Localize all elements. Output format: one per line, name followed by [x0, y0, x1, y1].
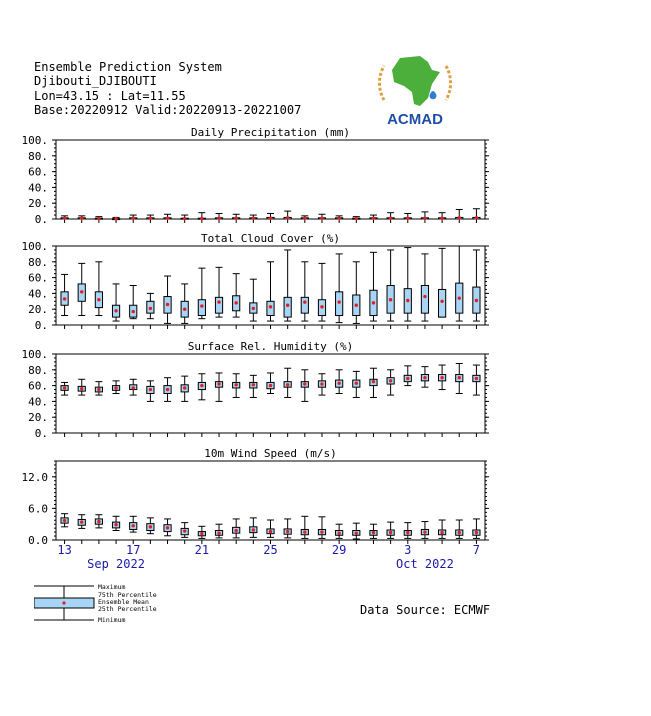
y-tick-label: 60. [28, 165, 48, 179]
mean-marker [337, 531, 340, 534]
x-tick-label: 17 [125, 543, 141, 557]
mean-marker [114, 523, 117, 526]
mean-marker [423, 217, 426, 220]
mean-marker [355, 304, 358, 307]
iqr-box [439, 289, 446, 317]
mean-marker [252, 528, 255, 531]
mean-marker [389, 217, 392, 220]
x-tick-label: 13 [57, 543, 72, 557]
mean-marker [440, 300, 443, 303]
mean-marker [389, 379, 392, 382]
mean-marker [475, 216, 478, 219]
mean-marker [337, 382, 340, 385]
mean-marker [440, 376, 443, 379]
mean-marker [286, 530, 289, 533]
mean-marker [234, 217, 237, 220]
mean-marker [114, 309, 117, 312]
legend-label-mean: Ensemble Mean [98, 598, 149, 606]
mean-marker [166, 526, 169, 529]
mean-marker [303, 530, 306, 533]
mean-marker [132, 310, 135, 313]
mean-marker [286, 304, 289, 307]
header-line-4: Base:20220912 Valid:20220913-20221007 [34, 103, 302, 117]
mean-marker [406, 531, 409, 534]
mean-marker [166, 388, 169, 391]
mean-marker [389, 298, 392, 301]
acmad-logo-text: ACMAD [387, 111, 443, 128]
mean-marker [269, 384, 272, 387]
mean-marker [286, 216, 289, 219]
y-tick-label: 80. [28, 255, 48, 269]
mean-marker [355, 382, 358, 385]
iqr-box [215, 297, 222, 313]
y-tick-label: 100. [21, 240, 48, 253]
mean-marker [440, 217, 443, 220]
mean-marker [423, 530, 426, 533]
mean-marker [97, 520, 100, 523]
mean-marker [80, 520, 83, 523]
y-tick-label: 20. [28, 303, 48, 317]
mean-marker [149, 307, 152, 310]
mean-marker [217, 531, 220, 534]
mean-marker [355, 217, 358, 220]
mean-marker [389, 531, 392, 534]
mean-marker [440, 531, 443, 534]
mean-marker [132, 524, 135, 527]
y-tick-label: 20. [28, 197, 48, 211]
mean-marker [80, 217, 83, 220]
mean-marker [303, 217, 306, 220]
y-tick-label: 40. [28, 181, 48, 195]
mean-marker [234, 529, 237, 532]
mean-marker [63, 217, 66, 220]
data-source: Data Source: ECMWF [360, 603, 491, 617]
mean-marker [97, 217, 100, 220]
y-tick-label: 0. [34, 427, 48, 440]
mean-marker [269, 530, 272, 533]
mean-marker [63, 297, 66, 300]
legend-label-q1: 25th Percentile [98, 605, 157, 613]
y-tick-label: 80. [28, 149, 48, 163]
mean-marker [458, 296, 461, 299]
mean-marker [200, 384, 203, 387]
mean-marker [269, 217, 272, 220]
mean-marker [63, 386, 66, 389]
y-tick-label: 40. [28, 395, 48, 409]
mean-marker [252, 307, 255, 310]
mean-marker [286, 383, 289, 386]
month-label: Oct 2022 [396, 557, 454, 571]
x-tick-label: 3 [404, 543, 412, 557]
mean-marker [166, 217, 169, 220]
mean-marker [303, 382, 306, 385]
iqr-box [421, 286, 428, 314]
mean-marker [458, 376, 461, 379]
mean-marker [200, 217, 203, 220]
mean-marker [97, 388, 100, 391]
mean-marker [337, 217, 340, 220]
mean-marker [252, 217, 255, 220]
panel-title: Surface Rel. Humidity (%) [187, 340, 354, 353]
panel-frame [56, 140, 485, 219]
mean-marker [183, 217, 186, 220]
mean-marker [183, 529, 186, 532]
x-tick-label: 7 [472, 543, 481, 557]
mean-marker [406, 299, 409, 302]
x-tick-label: 25 [263, 543, 278, 557]
mean-marker [372, 380, 375, 383]
iqr-box [284, 297, 291, 317]
mean-marker [475, 531, 478, 534]
mean-marker [252, 383, 255, 386]
month-label: Sep 2022 [87, 557, 145, 571]
header-line-1: Ensemble Prediction System [34, 60, 222, 74]
mean-marker [183, 386, 186, 389]
mean-marker [80, 290, 83, 293]
mean-marker [217, 217, 220, 220]
legend-label-max: Maximum [98, 583, 126, 591]
mean-marker [320, 530, 323, 533]
mean-marker [114, 386, 117, 389]
y-tick-label: 0. [34, 213, 48, 226]
mean-marker [132, 386, 135, 389]
mean-marker [475, 299, 478, 302]
mean-marker [149, 217, 152, 220]
mean-marker [217, 300, 220, 303]
mean-marker [475, 377, 478, 380]
y-tick-label: 0.0 [28, 534, 48, 547]
y-tick-label: 60. [28, 379, 48, 393]
mean-marker [372, 217, 375, 220]
panel-title: Total Cloud Cover (%) [200, 232, 341, 245]
mean-marker [458, 216, 461, 219]
y-tick-label: 0. [34, 319, 48, 332]
x-tick-label: 29 [331, 543, 347, 557]
mean-marker [114, 217, 117, 220]
mean-marker [337, 300, 340, 303]
mean-marker [406, 217, 409, 220]
y-tick-label: 100. [21, 134, 48, 147]
mean-marker [234, 383, 237, 386]
mean-marker [320, 382, 323, 385]
mean-marker [372, 531, 375, 534]
legend-label-min: Minimum [98, 616, 126, 624]
panel-title: Daily Precipitation (mm) [191, 126, 350, 139]
mean-marker [320, 305, 323, 308]
mean-marker [217, 382, 220, 385]
legend-mean-marker [62, 601, 65, 604]
header-line-2: Djibouti_DJIBOUTI [34, 74, 157, 88]
y-tick-label: 40. [28, 287, 48, 301]
mean-marker [458, 531, 461, 534]
iqr-box [301, 297, 308, 313]
mean-marker [200, 304, 203, 307]
mean-marker [166, 303, 169, 306]
y-tick-label: 6.0 [28, 502, 48, 516]
y-tick-label: 100. [21, 348, 48, 361]
mean-marker [269, 305, 272, 308]
header-line-3: Lon=43.15 : Lat=11.55 [34, 89, 186, 103]
mean-marker [149, 388, 152, 391]
mean-marker [423, 376, 426, 379]
legend-label-q3: 75th Percentile [98, 591, 157, 599]
y-tick-label: 20. [28, 411, 48, 425]
panel-title: 10m Wind Speed (m/s) [204, 447, 337, 460]
mean-marker [320, 217, 323, 220]
mean-marker [423, 295, 426, 298]
x-tick-label: 21 [194, 543, 210, 557]
mean-marker [63, 519, 66, 522]
y-tick-label: 60. [28, 271, 48, 285]
y-tick-label: 12.0 [21, 470, 48, 484]
mean-marker [372, 301, 375, 304]
mean-marker [355, 531, 358, 534]
mean-marker [149, 525, 152, 528]
mean-marker [234, 301, 237, 304]
mean-marker [406, 377, 409, 380]
mean-marker [80, 387, 83, 390]
y-tick-label: 80. [28, 363, 48, 377]
mean-marker [132, 217, 135, 220]
mean-marker [97, 298, 100, 301]
mean-marker [303, 300, 306, 303]
mean-marker [183, 308, 186, 311]
mean-marker [200, 532, 203, 535]
